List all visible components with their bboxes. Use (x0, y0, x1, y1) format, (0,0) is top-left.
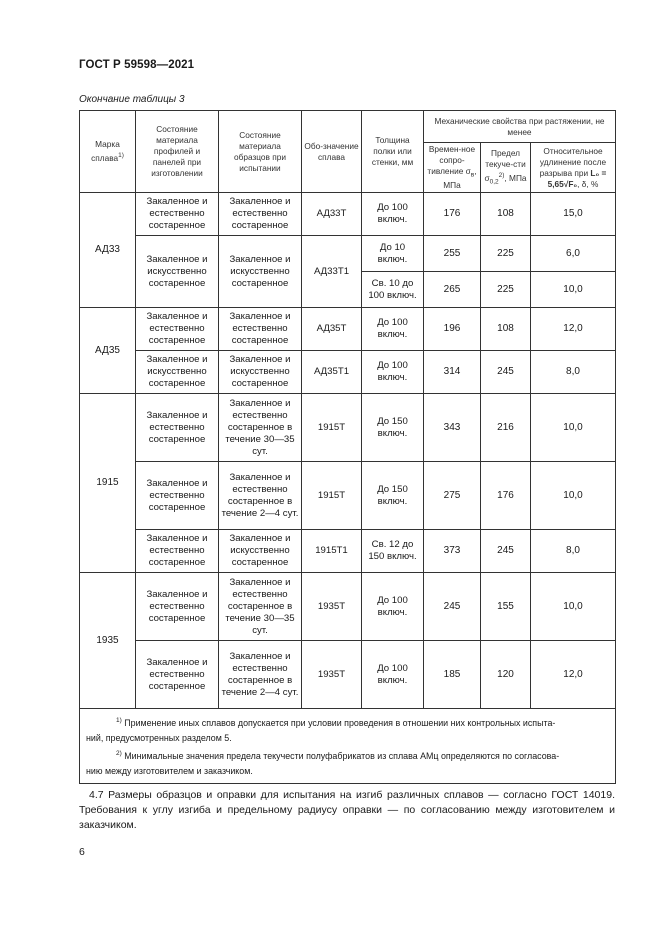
table-row (80, 573, 616, 641)
profile-state-cell: Закаленное и естественно состаренное (136, 462, 219, 530)
table-row (80, 236, 616, 272)
profile-state-cell: Закаленное и естественно состаренное (136, 308, 219, 351)
thickness-cell: До 100 включ. (362, 193, 424, 236)
yield-strength-cell: 225 (481, 236, 531, 272)
profile-state-cell: Закаленное и искусственно состаренное (136, 351, 219, 394)
tensile-strength-cell: 343 (424, 394, 481, 462)
elongation-cell: 10,0 (531, 573, 616, 641)
header-designation: Обо-значение сплава (302, 111, 362, 193)
section-paragraph: 4.7 Размеры образцов и оправки для испытания на изгиб различных сплавов — согласно ГОСТ 14019. Требования к углу изгиба и предельному радиусу оправки — по согласованию между изготовителем и заказчиком. (79, 789, 615, 831)
designation-cell: АД35Т1 (302, 351, 362, 394)
tensile-strength-cell: 245 (424, 573, 481, 641)
tensile-strength-cell: 255 (424, 236, 481, 272)
footnote-1: $^{1)}$ Применение иных сплавов допускается при условии проведения в отношении них контрольных испыта- (116, 717, 556, 728)
table-row (80, 308, 616, 351)
yield-strength-cell: 108 (481, 308, 531, 351)
header-mechanical-properties: Механические свойства при растяжении, не менее (424, 111, 616, 143)
tensile-strength-cell: 373 (424, 530, 481, 573)
yield-strength-cell: 176 (481, 462, 531, 530)
yield-strength-cell: 245 (481, 530, 531, 573)
designation-cell: 1915Т1 (302, 530, 362, 573)
sample-state-cell: Закаленное и искусственно состаренное (219, 351, 302, 394)
profile-state-cell: Закаленное и естественно состаренное (136, 193, 219, 236)
sample-state-cell: Закаленное и естественно состаренное в течение 30—35 сут. (219, 573, 302, 641)
designation-cell: АД35Т (302, 308, 362, 351)
tensile-strength-cell: 176 (424, 193, 481, 236)
designation-cell: АД33Т (302, 193, 362, 236)
header-thickness: Толщина полки или стенки, мм (362, 111, 424, 193)
elongation-cell: 6,0 (531, 236, 616, 272)
yield-strength-cell: 245 (481, 351, 531, 394)
tensile-strength-cell: 275 (424, 462, 481, 530)
profile-state-cell: Закаленное и естественно состаренное (136, 641, 219, 709)
thickness-cell: До 100 включ. (362, 573, 424, 641)
alloy-grade-cell: АД35 (80, 308, 136, 394)
designation-cell: АД33Т1 (302, 236, 362, 308)
page-number: 6 (79, 846, 85, 858)
yield-strength-cell: 108 (481, 193, 531, 236)
table-row (80, 193, 616, 236)
yield-strength-cell: 216 (481, 394, 531, 462)
alloy-grade-cell: АД33 (80, 193, 136, 308)
elongation-cell: 12,0 (531, 308, 616, 351)
thickness-cell: Св. 10 до 100 включ. (362, 272, 424, 308)
elongation-cell: 8,0 (531, 530, 616, 573)
header-sample-state: Состояние материала образцов при испытании (219, 111, 302, 193)
profile-state-cell: Закаленное и естественно состаренное (136, 530, 219, 573)
sample-state-cell: Закаленное и естественно состаренное в течение 30—35 сут. (219, 394, 302, 462)
tensile-strength-cell: 185 (424, 641, 481, 709)
tensile-strength-cell: 196 (424, 308, 481, 351)
elongation-formula: L₀ = 5,65√F₀ (547, 167, 607, 189)
header-tensile-strength: Времен-ное сопро-тивление $\sigma_в$, МПа (424, 143, 481, 193)
elongation-cell: 15,0 (531, 193, 616, 236)
footnote-2-cont: нию между изготовителем и заказчиком. (86, 765, 253, 776)
sample-state-cell: Закаленное и естественно состаренное (219, 193, 302, 236)
elongation-cell: 10,0 (531, 462, 616, 530)
alloy-grade-cell: 1915 (80, 394, 136, 573)
thickness-cell: Св. 12 до 150 включ. (362, 530, 424, 573)
table-row (80, 462, 616, 530)
designation-cell: 1935Т (302, 641, 362, 709)
sample-state-cell: Закаленное и искусственно состаренное (219, 236, 302, 308)
header-elongation: Относительное удлинение после разрыва при L₀ = 5,65√F₀, δ, % (531, 143, 616, 193)
designation-cell: 1915Т (302, 394, 362, 462)
elongation-cell: 10,0 (531, 272, 616, 308)
table-caption: Окончание таблицы 3 (79, 94, 185, 105)
header-grade: Марка сплава$^{1)}$ (80, 111, 136, 193)
designation-cell: 1915Т (302, 462, 362, 530)
sample-state-cell: Закаленное и естественно состаренное в течение 2—4 сут. (219, 462, 302, 530)
thickness-cell: До 10 включ. (362, 236, 424, 272)
tensile-strength-cell: 314 (424, 351, 481, 394)
sample-state-cell: Закаленное и естественно состаренное (219, 308, 302, 351)
sample-state-cell: Закаленное и искусственно состаренное (219, 530, 302, 573)
thickness-cell: До 100 включ. (362, 641, 424, 709)
footnote-1-cont: ний, предусмотренных разделом 5. (86, 732, 232, 743)
yield-strength-cell: 120 (481, 641, 531, 709)
thickness-cell: До 150 включ. (362, 394, 424, 462)
properties-table (79, 110, 616, 784)
header-profile-state: Состояние материала профилей и панелей при изготовлении (136, 111, 219, 193)
thickness-cell: До 100 включ. (362, 351, 424, 394)
footnote-2: $^{2)}$ Минимальные значения предела текучести полуфабрикатов из сплава АМц определяются по согласова- (116, 749, 560, 761)
profile-state-cell: Закаленное и естественно состаренное (136, 573, 219, 641)
table-row (80, 530, 616, 573)
footnotes (80, 709, 616, 784)
designation-cell: 1935Т (302, 573, 362, 641)
table-row (80, 641, 616, 709)
elongation-cell: 12,0 (531, 641, 616, 709)
table-row (80, 351, 616, 394)
profile-state-cell: Закаленное и естественно состаренное (136, 394, 219, 462)
profile-state-cell: Закаленное и искусственно состаренное (136, 236, 219, 308)
alloy-grade-cell: 1935 (80, 573, 136, 709)
table-row (80, 394, 616, 462)
header-yield-strength: Предел текуче-сти $\sigma_{0,2}^{2)}$, МПа (481, 143, 531, 193)
yield-strength-cell: 225 (481, 272, 531, 308)
sample-state-cell: Закаленное и естественно состаренное в течение 2—4 сут. (219, 641, 302, 709)
document-title: ГОСТ Р 59598—2021 (79, 59, 195, 71)
yield-strength-cell: 155 (481, 573, 531, 641)
thickness-cell: До 150 включ. (362, 462, 424, 530)
tensile-strength-cell: 265 (424, 272, 481, 308)
footnotes-row (80, 709, 616, 784)
elongation-cell: 8,0 (531, 351, 616, 394)
elongation-cell: 10,0 (531, 394, 616, 462)
thickness-cell: До 100 включ. (362, 308, 424, 351)
